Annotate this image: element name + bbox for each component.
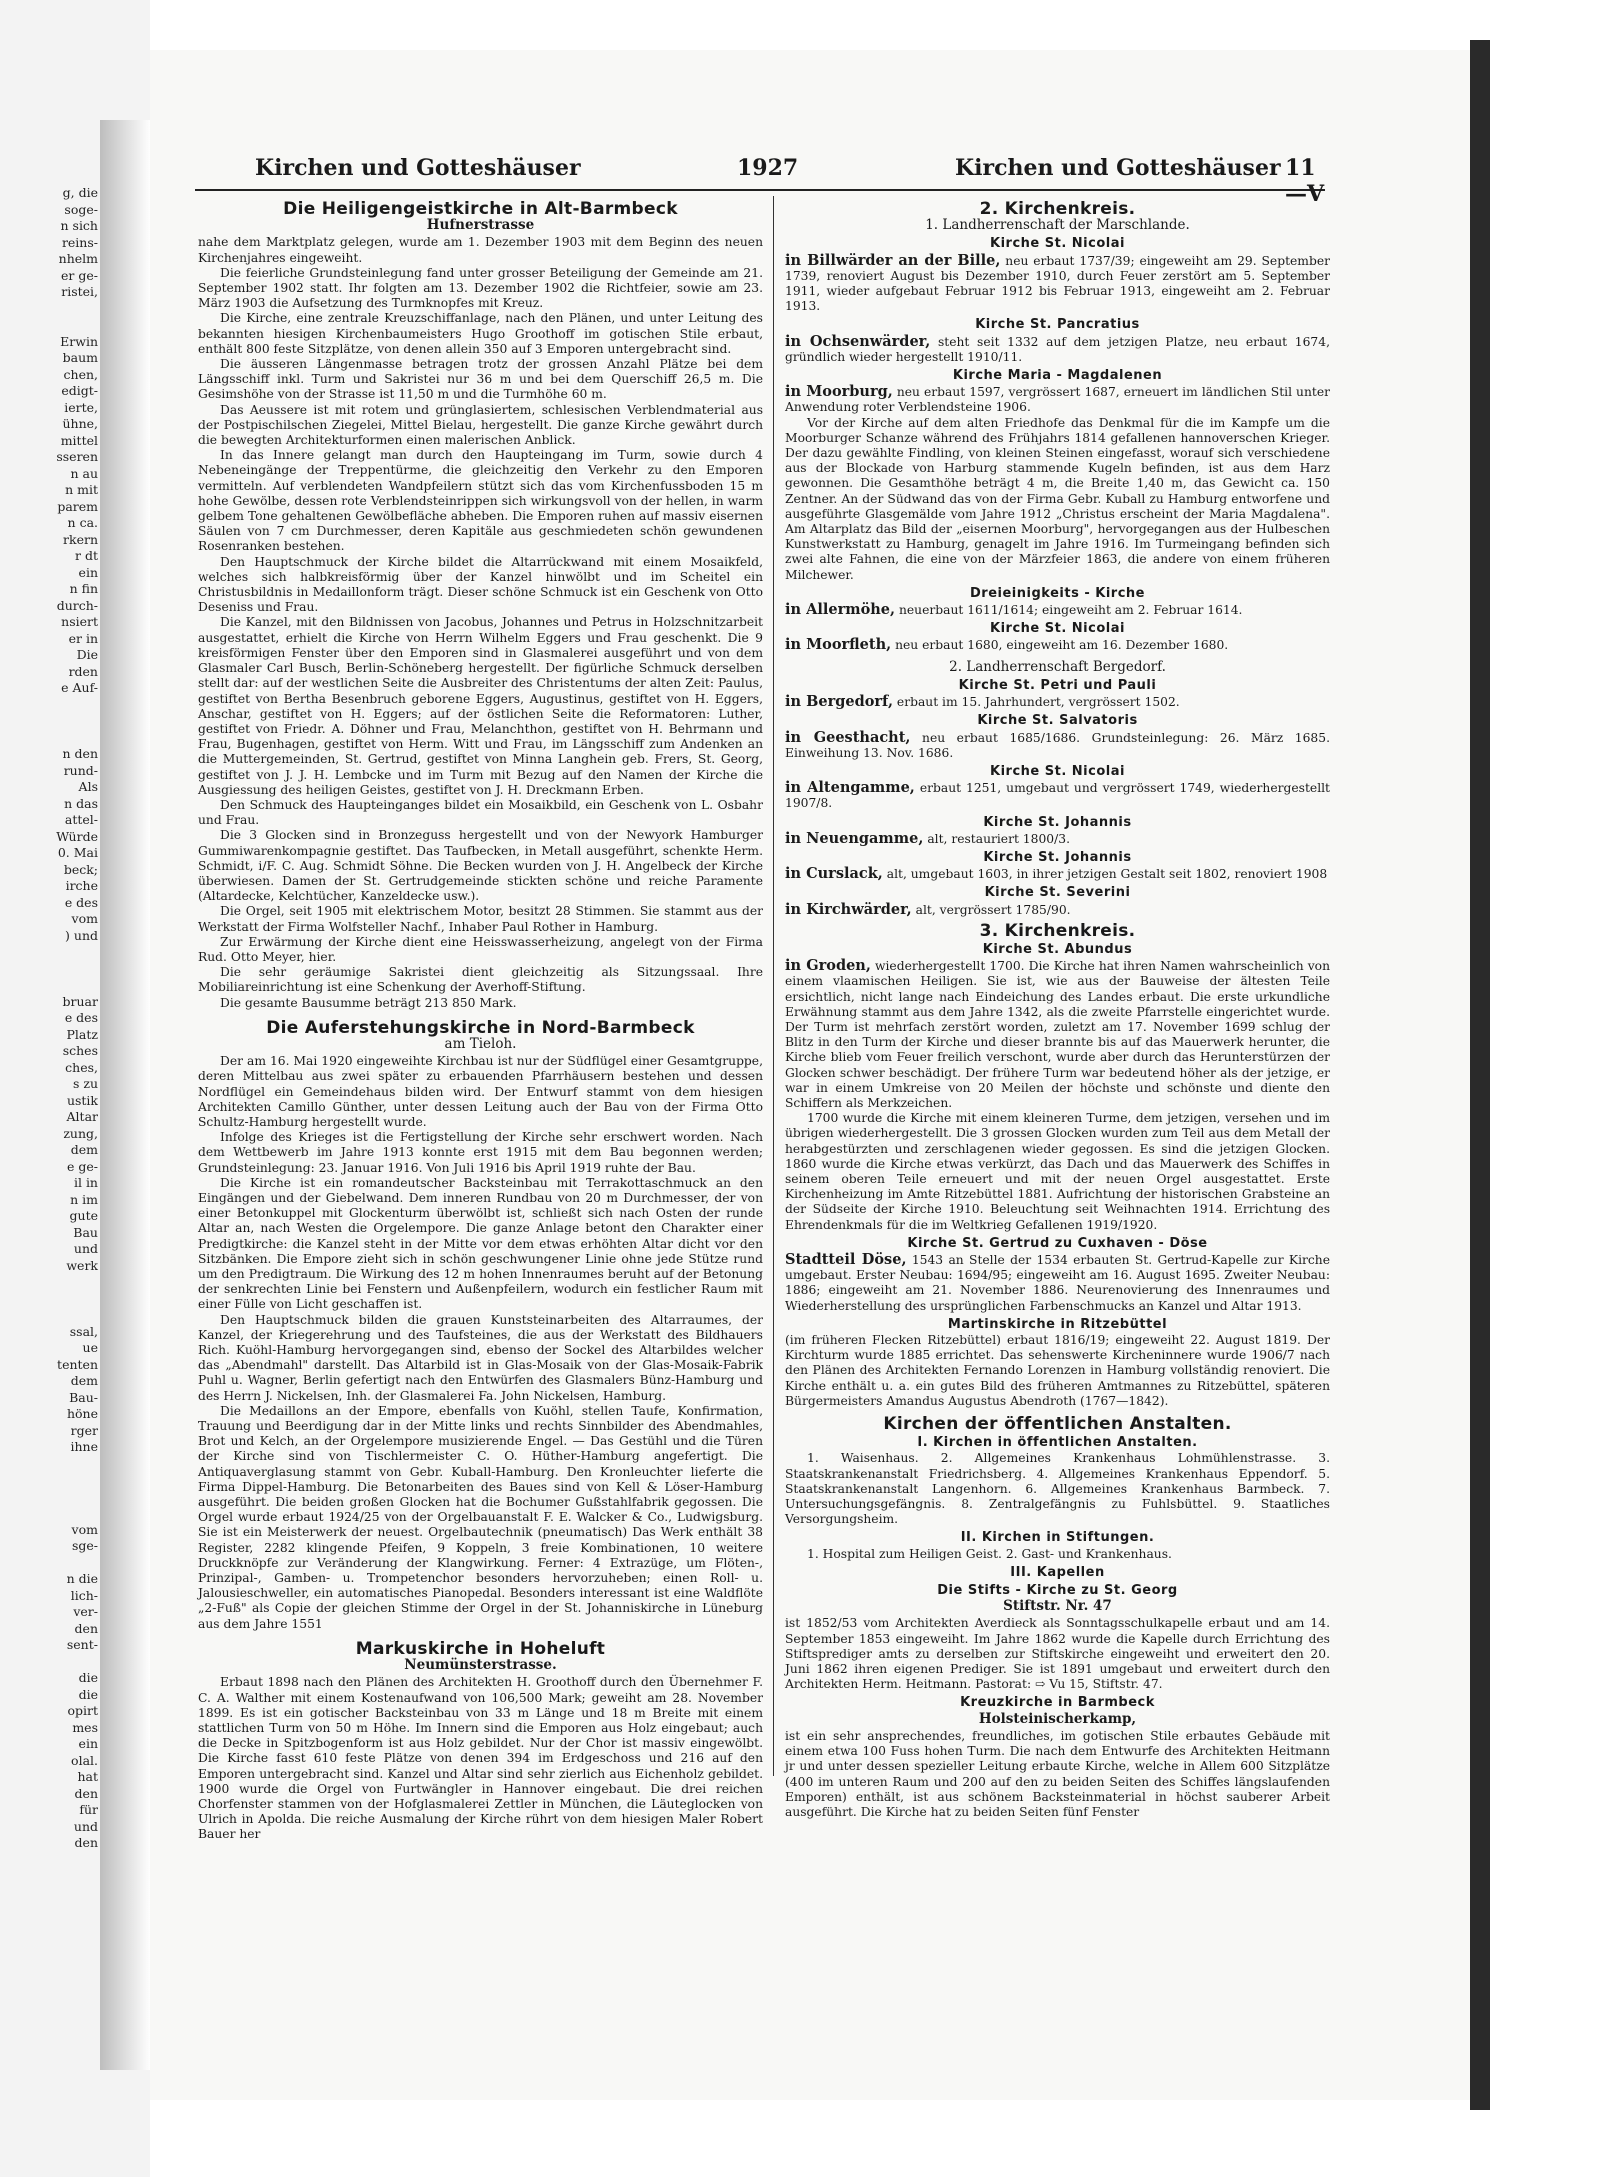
fragment-line: e ge- bbox=[67, 1158, 98, 1174]
church-entry bbox=[785, 958, 1330, 1111]
fragment-line: dem bbox=[70, 1373, 98, 1388]
church-text: erbaut 1251, umgebaut und vergrössert 1749, wiederhergestellt 1907/8. bbox=[785, 781, 1330, 811]
fragment-line: lich- bbox=[70, 1587, 98, 1603]
church-place: in Moorfleth, bbox=[785, 636, 892, 654]
church-name: Kirche St. Abundus bbox=[982, 941, 1133, 957]
fragment-line: 0. Mai bbox=[57, 845, 98, 860]
church-place: in Kirchwärder, bbox=[785, 900, 912, 918]
church-name: Kirche St. Pancratius bbox=[975, 317, 1140, 333]
fragment-line: die bbox=[78, 1686, 98, 1702]
address: Stiftstr. Nr. 47 bbox=[1003, 1598, 1112, 1615]
fragment-line: soge- bbox=[64, 201, 98, 217]
fragment-line: ue bbox=[82, 1340, 98, 1355]
church-name: Kirche St. Nicolai bbox=[990, 236, 1125, 252]
paragraph: Den Schmuck des Haupteinganges bildet ein Mosaikbild, ein Geschenk von L. Osbahr und Frau. bbox=[198, 797, 763, 828]
fragment-line: den bbox=[74, 1620, 98, 1636]
running-header bbox=[195, 155, 1325, 207]
paragraph: Die Kanzel, mit den Bildnissen von Jacobus, Johannes und Petrus in Holzschnitzarbeit ausgestattet, erhielt die Kirche von Herrn Wilhelm Eggers und Frau geschenkt. Die 9 kreisförmigen Fenster über den Emporen sind in Glasmalerei ausgeführt und von dem Glasmaler Carl Busch, Berlin-Schöneberg hergestellt. Der figürliche Schmuck derselben stellt dar: auf der westlichen Seite die Ausbreiter des Christentums der alten Zeit: Paulus, gestiftet von Bertha Besenbruch geborene Eggers, Augustinus, gestiftet von H. Eggers, Anschar, gestiftet von H. Eggers; auf der östlichen Seite die Reformatoren: Luther, gestiftet von Friedr. A. Döhner und Frau, Melanchthon, gestiftet von H. Behrmann und Frau, Bugenhagen, gestiftet von Herm. Witt und Frau, im Längsschiff zum Andenken an die Muttergemeinden, St. Gertrud, gestiftet von Minna Langhein geb. Frers, St. Georg, gestiftet von J. J. H. Lembcke und im Turm mit Bezug auf den Namen der Kirche die Ausgiessung des heiligen Geistes, gestiftet von J. H. Dreckmann Erben. bbox=[198, 615, 763, 797]
church-name: Kirche St. Gertrud zu Cuxhaven - Döse bbox=[907, 1235, 1208, 1251]
fragment-line: Würde bbox=[56, 828, 98, 844]
fragment-line bbox=[0, 944, 100, 961]
church-text: neu erbaut 1597, vergrössert 1687, erneuert im ländlichen Stil unter Anwendung roter Verblendsteine 1906. bbox=[785, 385, 1330, 415]
section-subtitle: am Tieloh. bbox=[444, 1035, 517, 1052]
fragment-line: und bbox=[73, 1818, 98, 1834]
church-entry bbox=[785, 730, 1330, 761]
fragment-line: n im bbox=[70, 1191, 98, 1207]
fragment-line bbox=[0, 1489, 100, 1506]
church-name: Kirche St. Severini bbox=[984, 885, 1131, 901]
column-divider bbox=[773, 196, 774, 1776]
fragment-line: sseren bbox=[56, 449, 98, 464]
fragment-line bbox=[0, 1274, 100, 1291]
church-text: alt, restauriert 1800/3. bbox=[927, 831, 1070, 846]
church-name: Martinskirche in Ritzebüttel bbox=[947, 1316, 1168, 1332]
fragment-line: g, die bbox=[62, 185, 98, 200]
fragment-line: Bau- bbox=[69, 1389, 98, 1405]
fragment-line bbox=[0, 1472, 100, 1489]
fragment-line: vom bbox=[71, 911, 98, 926]
fragment-line: er ge- bbox=[61, 267, 98, 283]
fragment-line bbox=[0, 1555, 100, 1572]
fragment-line: opirt bbox=[67, 1703, 98, 1718]
fragment-line: mittel bbox=[60, 432, 98, 448]
church-place: in Bergedorf, bbox=[785, 693, 893, 711]
landherrenschaft-title: 2. Landherrenschaft Bergedorf. bbox=[949, 658, 1166, 675]
fragment-line bbox=[0, 961, 100, 978]
church-text: erbaut im 15. Jahrhundert, vergrössert 1502. bbox=[896, 695, 1180, 710]
fragment-line: er in bbox=[68, 630, 98, 646]
fragment-line: sge- bbox=[71, 1538, 98, 1553]
church-place: Stadtteil Döse, bbox=[785, 1251, 907, 1268]
fragment-line: rkern bbox=[63, 531, 98, 547]
paragraph: In das Innere gelangt man durch den Haupteingang im Turm, sowie durch 4 Nebeneingänge der Treppentürme, die gleichzeitig den Verkehr zu den Emporen vermitteln. Auf verblendeten Wandpfeilern stützt sich das vom Kirchenfussboden 15 m hohe Gewölbe, dessen rote Verblendsteinrippen sich wirkungsvoll von der hellen, in warm gelbem Tone gehaltenen Gewölbefläche abheben. Die Emporen ruhen auf massiv eisernen Säulen von 7 cm Durchmesser, deren Kapitäle aus geschmiedeten schön gewundenen Rosenranken bestehen. bbox=[198, 448, 763, 554]
fragment-line: ssal, bbox=[69, 1323, 98, 1339]
paragraph: Zur Erwärmung der Kirche dient eine Heisswasserheizung, angelegt von der Firma Rud. Otto Meyer, hier. bbox=[198, 934, 763, 964]
fragment-line: ver- bbox=[73, 1604, 98, 1619]
fragment-line: n fin bbox=[69, 581, 98, 596]
fragment-line: rund- bbox=[63, 762, 98, 778]
fragment-line: Erwin bbox=[60, 333, 98, 349]
paragraph: Die Medaillons an der Empore, ebenfalls von Kuöhl, stellen Taufe, Konfirmation, Trauung und Beerdigung dar in der Mitte links und rechts Sinnbilder des Abendmahles, Brot und Kelch, an der Orgelempore musizierende Engel. — Das Gestühl und die Türen der Kirche sind von Tischlermeister C. O. Hüther-Hamburg angefertigt. Die Antiquaverglasung stammt von Gebr. Kuball-Hamburg. Den Kronleuchter lieferte die Firma Dippel-Hamburg. Die Betonarbeiten des Baues sind von Kell & Löser-Hamburg ausgeführt. Die beiden großen Glocken hat die Bochumer Gußstahlfabrik gegossen. Die Orgel wurde erbaut 1924/25 von der Orgelbauanstalt F. E. Walcker & Co., Ludwigsburg. Sie ist ein Meisterwerk der neuest. Orgelbautechnik (pneumatisch) Das Werk enthält 38 Register, 2282 klingende Pfeifen, 9 Koppeln, 3 freie Kombinationen, 10 weitere Druckknöpfe zur Veränderung der Klangwirkung. Ferner: 4 Extrazüge, um Flöten-, Prinzipal-, Gamben- u. Trompetenchor besonders hervorzuheben; einen Roll- u. Jalousieschweller, ein automatisches Pianopedal. Besonders interessant ist eine Waldflöte „2-Fuß" als Copie der gleichen Stimme der Orgel in der St. Johanniskirche in Lüneburg aus dem Jahre 1551 bbox=[198, 1403, 763, 1631]
church-name: Kirche St. Nicolai bbox=[990, 621, 1125, 637]
header-year: 1927 bbox=[737, 155, 799, 181]
fragment-line: ristei, bbox=[61, 284, 98, 299]
church-text: alt, vergrössert 1785/90. bbox=[915, 902, 1071, 917]
fragment-line: reins- bbox=[61, 234, 98, 250]
church-name: Kirche St. Nicolai bbox=[990, 763, 1125, 779]
section-subtitle: Neumünsterstrasse. bbox=[404, 1657, 557, 1674]
church-text: steht seit 1332 auf dem jetzigen Platze, neu erbaut 1674, gründlich wieder hergestellt 1910/11. bbox=[785, 334, 1330, 364]
fragment-line: Als bbox=[78, 779, 98, 794]
right-column bbox=[785, 200, 1330, 1820]
church-text: wiederhergestellt 1700. Die Kirche hat ihren Namen wahrscheinlich von einem vlaamischen Heiligen. Sie ist, wie aus der Bauweise der ältesten Teile ersichtlich, nicht lange nach Eindeichung des Landes erbaut. Die erste urkundliche Erwähnung stammt aus dem Jahre 1342, als die zweite Pfarrstelle eingerichtet wurde. Der Turm ist mehrfach zerstört worden, zuletzt am 17. November 1699 schlug der Blitz in den Turm der Kirche und dieser brannte bis auf das Mauerwerk herunter, die Kirche blieb vom Feuer freilich verschont, wurde aber durch das Herunterstürzen der Glocken schwer beschädigt. Der frühere Turm war bedeutend höher als der jetzige, er war in einem Umkreise von 20 Meilen der höchste und schönste und diente den Schiffern als Merkzeichen. bbox=[785, 959, 1330, 1110]
fragment-line bbox=[0, 697, 100, 714]
fragment-line: Platz bbox=[66, 1026, 98, 1042]
fragment-line bbox=[0, 1456, 100, 1473]
subsection-title: II. Kirchen in Stiftungen. bbox=[960, 1530, 1155, 1546]
fragment-line: r dt bbox=[75, 548, 98, 563]
church-place: in Ochsenwärder, bbox=[785, 332, 931, 350]
page-edge bbox=[1470, 40, 1490, 2110]
paragraph: Die äusseren Längenmasse betragen trotz der grossen Anzahl Plätze bei dem Längsschiff inkl. Turm und Sakristei nur 36 m und bei dem Querschiff 26,5 m. Die Gesimshöhe von der Strasse ist 11,50 m und die Turmhöhe 60 m. bbox=[198, 357, 763, 402]
public-institutions-title: Kirchen der öffentlichen Anstalten. bbox=[883, 1414, 1232, 1435]
fragment-line bbox=[0, 1654, 100, 1671]
fragment-line: beck; bbox=[63, 861, 98, 877]
gutter-shadow bbox=[100, 120, 150, 2070]
fragment-line: rden bbox=[68, 663, 98, 679]
fragment-line: die bbox=[78, 1670, 98, 1685]
section-title: Die Auferstehungskirche in Nord-Barmbeck bbox=[266, 1017, 695, 1038]
church-text: alt, umgebaut 1603, in ihrer jetzigen Gestalt seit 1802, renoviert 1908 bbox=[886, 867, 1328, 882]
church-entry bbox=[785, 694, 1330, 710]
church-entry bbox=[785, 1252, 1330, 1314]
fragment-line: n au bbox=[70, 465, 98, 481]
paragraph: ist ein sehr ansprechendes, freundliches, im gotischen Stile erbautes Gebäude mit einem etwa 100 Fuss hohen Turm. Die nach dem Entwurfe des Architekten Heitmann jr und unter dessen spezieller Leitung erbaute Kirche, welche in Allem 600 Sitzplätze (400 im unteren Raum und 200 auf den zu beiden Seiten des Schiffes längslaufenden Emporen) enthält, ist aus schönem Backsteinmaterial in höchst sauberer Arbeit ausgeführt. Die Kirche hat zu beiden Seiten fünf Fenster bbox=[785, 1728, 1330, 1819]
district-title: 2. Kirchenkreis. bbox=[979, 199, 1136, 219]
fragment-line: n ca. bbox=[67, 515, 98, 530]
paragraph: ist 1852/53 vom Architekten Averdieck als Sonntagsschulkapelle erbaut und am 14. September 1853 eingeweiht. Im Jahre 1862 wurde die Kapelle durch Errichtung des Stiftsprediger amts zu derselben zur Stiftskirche eingeweiht und erweitert den 20. Juni 1862 ihren eigenen Prediger. Sie ist 1891 umgebaut und erweitert durch den Architekten Herm. Heitmann. Pastorat: ⇨ Vu 15, Stiftstr. 47. bbox=[785, 1616, 1330, 1692]
fragment-line: nhelm bbox=[58, 251, 98, 266]
fragment-line: Die bbox=[76, 647, 98, 662]
paragraph: (im früheren Flecken Ritzebüttel) erbaut 1816/19; eingeweiht 22. August 1819. Der Kirchturm wurde 1885 errichtet. Das sehenswerte Kircheninnere wurde 1906/7 nach den Plänen des Architekten Fernando Lorenzen in Hamburg vollständig renoviert. Die Kirche enthält u. a. ein gutes Bild des früheren Amtmannes zu Ritzebüttel, späteren Bürgermeisters Amandus Augustus Abendroth (1767—1842). bbox=[785, 1333, 1330, 1408]
fragment-line bbox=[0, 1307, 100, 1324]
fragment-line: n den bbox=[62, 746, 98, 761]
church-text: neu erbaut 1685/1686. Grundsteinlegung: 26. März 1685. Einweihung 13. Nov. 1686. bbox=[785, 730, 1330, 760]
fragment-line: dem bbox=[70, 1142, 98, 1157]
fragment-line: n sich bbox=[60, 218, 98, 233]
fragment-line bbox=[0, 977, 100, 994]
church-entry bbox=[785, 602, 1330, 618]
fragment-line: ein bbox=[78, 1736, 98, 1751]
fragment-line: hat bbox=[77, 1769, 98, 1784]
fragment-line bbox=[0, 713, 100, 730]
fragment-line: bruar bbox=[62, 993, 98, 1009]
church-name: Die Stifts - Kirche zu St. Georg bbox=[937, 1583, 1178, 1599]
church-place: in Curslack, bbox=[785, 865, 883, 883]
fragment-line: il in bbox=[73, 1175, 98, 1190]
left-column bbox=[198, 200, 763, 1843]
fragment-line: werk bbox=[66, 1257, 98, 1273]
church-place: in Groden, bbox=[785, 957, 871, 975]
fragment-line: attel- bbox=[64, 812, 98, 827]
church-place: in Billwärder an der Bille, bbox=[785, 251, 1001, 269]
fragment-line: chen, bbox=[63, 366, 98, 382]
subsection-title: I. Kirchen in öffentlichen Anstalten. bbox=[917, 1435, 1198, 1451]
fragment-line: baum bbox=[62, 350, 98, 365]
paragraph: Den Hauptschmuck bilden die grauen Kunststeinarbeiten des Altarraumes, der Kanzel, der Kriegerehrung und des Taufsteines, die aus der Werkstatt des Bildhauers Rich. Kuöhl-Hamburg hervorgegangen sind, ebenso der Sockel des Altarbildes welcher das „Abendmahl" darstellt. Das Altarbild ist in Glas-Mosaik von der Glas-Mosaik-Fabrik Puhl u. Wagner, Berlin gefertigt nach den Entwürfen des Glasmalers Bünz-Hamburg und des Herrn J. Nickelsen, Inh. der Glasmalerei Fa. John Nickelsen, Hamburg. bbox=[198, 1312, 763, 1403]
fragment-line: ) und bbox=[65, 927, 98, 943]
paragraph: Die feierliche Grundsteinlegung fand unter grosser Beteiligung der Gemeinde am 21. September 1902 statt. Ihr folgten am 13. Dezember 1902 die Richtfeier, sowie am 23. März 1903 die Aufsetzung des Turmknopfes mit Kreuz. bbox=[198, 265, 763, 311]
church-name: Kirche St. Salvatoris bbox=[977, 713, 1138, 729]
fragment-line: irche bbox=[65, 878, 98, 893]
church-entry bbox=[785, 902, 1330, 918]
paragraph: 1. Waisenhaus. 2. Allgemeines Krankenhaus Lohmühlenstrasse. 3. Staatskrankenanstalt Friedrichsberg. 4. Allgemeines Krankenhaus Eppendorf. 5. Staatskrankenanstalt Langenhorn. 6. Allgemeines Krankenhaus Barmbeck. 7. Untersuchungsgefängnis. 8. Zentralgefängnis zu Fuhlsbüttel. 9. Staatliches Versorgungsheim. bbox=[785, 1451, 1330, 1527]
church-name: Kirche St. Petri und Pauli bbox=[958, 677, 1157, 693]
paragraph: 1700 wurde die Kirche mit einem kleineren Turme, dem jetzigen, versehen und im übrigen wiederhergestellt. Die 3 grossen Glocken wurden zum Teil aus dem Metall der herabgestürzten und zerschlagenen wieder gegossen. Es sind die jetzigen Glocken. 1860 wurde die Kirche etwas verkürzt, das Dach und das Mauerwerk des Schiffes in seinem oberen Teile erneuert und mit der neuen Orgel ausgestattet. Erste Kirchenheizung im Amte Ritzebüttel 1881. Aufrichtung der historischen Grabsteine an der Südseite der Kirche 1910. Beleuchtung seit Weihnachten 1914. Errichtung des Ehrendenkmals für die im Weltkrieg Gefallenen 1919/1920. bbox=[785, 1111, 1330, 1232]
fragment-line: nsiert bbox=[61, 614, 98, 629]
paragraph: Vor der Kirche auf dem alten Friedhofe das Denkmal für die im Kampfe um die Moorburger Schanze während des Frühjahrs 1814 gefallenen hannoverschen Krieger. Der dazu gewählte Findling, von kleinen Steinen eingefasst, worauf sich verschiedene aus der Blockade von Harburg stammende Kugeln befinden, ist aus dem Harz gewonnen. Die Gesamthöhe beträgt 4 m, die Breite 1,40 m, das Gewicht ca. 150 Zentner. An der Südwand das von der Firma Gebr. Kuball zu Hamburg entworfene und ausgeführte Glasgemälde vom Jahre 1912 „Christus erscheint der Maria Magdalena". Am Altarplatz das Bild der „eisernen Moorburg", hervorgegangen aus der Hulbeschen Kunstwerkstatt zu Hamburg, genagelt im Jahre 1916. Im Turmeingang befinden sich zwei alte Fahnen, die eine von der Märzfeier 1863, die andere von einem früheren Milchewer. bbox=[785, 415, 1330, 582]
fragment-line: den bbox=[74, 1785, 98, 1801]
fragment-line: für bbox=[79, 1802, 98, 1817]
fragment-line: rger bbox=[70, 1422, 98, 1438]
fragment-line: n das bbox=[64, 795, 98, 811]
church-place: in Neuengamme, bbox=[785, 829, 924, 847]
church-place: in Altengamme, bbox=[785, 779, 915, 797]
paragraph: 1. Hospital zum Heiligen Geist. 2. Gast- und Krankenhaus. bbox=[807, 1546, 1172, 1561]
left-page-fragment bbox=[0, 185, 100, 1852]
fragment-line: e des bbox=[64, 894, 98, 910]
fragment-line: ühne, bbox=[62, 416, 98, 431]
church-text: neu erbaut 1680, eingeweiht am 16. Dezember 1680. bbox=[895, 638, 1229, 653]
fragment-line: höne bbox=[66, 1406, 98, 1421]
church-entry bbox=[785, 334, 1330, 365]
paragraph: Erbaut 1898 nach den Plänen des Architekten H. Groothoff durch den Übernehmer F. C. A. Walther mit einem Kostenaufwand von 106,500 Mark; geweiht am 28. November 1899. Es ist ein gotischer Backsteinbau von 33 m Länge und 18 m Breite mit einem stattlichen Turm von 50 m Höhe. Im Innern sind die Emporen aus Holz eingebaut; auch die Decke in Spitzbogenform ist aus Holz gebildet. Nur der Chor ist massiv eingewölbt. Die Kirche fasst 610 feste Plätze von denen 394 im Erdgeschoss und 216 auf den Emporen untergebracht sind. Kanzel und Altar sind sehr zierlich aus Eichenholz gebildet. 1900 wurde die Orgel von Furtwängler in Hannover eingebaut. Die drei reichen Chorfenster stammen von der Hofglasmalerei Zettler in München, die Läuteglocken von Ulrich in Apolda. Die reiche Ausmalung der Kirche rührt von dem hiesigen Maler Robert Bauer her bbox=[198, 1675, 763, 1842]
church-entry bbox=[785, 384, 1330, 415]
fragment-line: n die bbox=[66, 1571, 98, 1586]
church-place: in Geesthacht, bbox=[785, 728, 911, 746]
fragment-line bbox=[0, 1291, 100, 1308]
church-place: in Allermöhe, bbox=[785, 601, 896, 619]
paragraph: Die gesamte Bausumme beträgt 213 850 Mark. bbox=[220, 995, 517, 1010]
paragraph: Die Kirche, eine zentrale Kreuzschiffanlage, nach den Plänen, und unter Leitung des bekannten hiesigen Kirchenbaumeisters Hugo Groothoff im gotischen Stile erbaut, enthält 800 feste Sitzplätze, von denen allein 350 auf 3 Emporen untergebracht sind. bbox=[198, 311, 763, 356]
fragment-line: s zu bbox=[72, 1076, 98, 1091]
section-title: Die Heiligengeistkirche in Alt-Barmbeck bbox=[283, 199, 678, 219]
fragment-line: vom bbox=[71, 1521, 98, 1537]
district-title: 3. Kirchenkreis. bbox=[979, 920, 1136, 941]
fragment-line bbox=[0, 301, 100, 318]
church-name: Kirche St. Johannis bbox=[983, 849, 1132, 865]
fragment-line: Altar bbox=[66, 1109, 98, 1124]
paragraph: Die Kirche ist ein romandeutscher Backsteinbau mit Terrakottaschmuck an den Eingängen und der Giebelwand. Dem inneren Rundbau von 20 m Durchmesser, der von einer Betonkuppel mit Glockenturm überwölbt ist, schließt sich nach Osten der runde Altar an, nach Westen die Orgelempore. Die ganze Anlage betont den Charakter einer Predigtkirche: die Kanzel steht in der Mitte vor dem etwas erhöhten Altar dicht vor den Sitzbänken. Die Empore zieht sich in schön geschwungener Linie ohne jede Stütze rund um den Predigtraum. Die Wirkung des 12 m hohen Innenraumes beruht auf der Betonung der senkrechten Linie bei Fenstern und Außenpfeilern, wodurch ein festlicher Raum mit einer Fülle von Licht geschaffen ist. bbox=[198, 1175, 763, 1312]
fragment-line: ihne bbox=[70, 1439, 98, 1454]
fragment-line: Bau bbox=[73, 1224, 98, 1240]
church-entry bbox=[785, 866, 1330, 882]
fragment-line: ches, bbox=[65, 1059, 98, 1075]
paragraph: Die sehr geräumige Sakristei dient gleichzeitig als Sitzungssaal. Ihre Mobiliareinrichtung ist eine Schenkung der Averhoff-Stiftung. bbox=[198, 965, 763, 995]
paragraph: Die 3 Glocken sind in Bronzeguss hergestellt und von der Newyork Hamburger Gummiwarenkompagnie gestiftet. Das Taufbecken, in Metall ausgeführt, schenkte Herm. Schmidt, i/F. C. Aug. Schmidt Söhne. Die Becken wurden von J. H. Angelbeck der Kirche überwiesen. Damen der St. Gertrudgemeinde stickten schöne und reiche Paramente (Altardecke, Kelchtücher, Kanzeldecke usw.). bbox=[198, 828, 763, 904]
fragment-line: und bbox=[73, 1241, 98, 1256]
landherrenschaft-title: 1. Landherrenschaft der Marschlande. bbox=[925, 217, 1190, 234]
church-entry bbox=[785, 637, 1330, 653]
fragment-line: mes bbox=[72, 1719, 98, 1735]
header-left-title: Kirchen und Gotteshäuser bbox=[255, 155, 581, 181]
fragment-line: e des bbox=[64, 1010, 98, 1025]
paragraph: Der am 16. Mai 1920 eingeweihte Kirchbau ist nur der Südflügel einer Gesamtgruppe, deren Mittelbau aus zwei später zu erbauenden Pfarrhäusern bestehen und dessen Nordflügel ein Gemeindehaus bilden wird. Der Entwurf stammt von dem hiesigen Architekten Camillo Günther, unter dessen Leitung auch der Bau von der Firma Otto Schultz-Hamburg hergestellt wurde. bbox=[198, 1054, 763, 1129]
fragment-line: ierte, bbox=[64, 399, 98, 415]
church-text: 1543 an Stelle der 1534 erbauten St. Gertrud-Kapelle zur Kirche umgebaut. Erster Neubau: 1694/95; eingeweiht am 16. August 1695. Zweiter Neubau: 1886; eingeweiht am 21. November 1886. Neurenovierung des Innenraumes und Wiederherstellung des ursprünglichen Farbenschmucks an Kanzel und Altar 1913. bbox=[785, 1253, 1330, 1313]
fragment-line: edigt- bbox=[61, 383, 98, 398]
fragment-line bbox=[0, 730, 100, 747]
header-page-number: 11—V bbox=[1285, 155, 1325, 207]
fragment-line: ein bbox=[78, 564, 98, 580]
fragment-line: gute bbox=[69, 1208, 98, 1223]
fragment-line bbox=[0, 1505, 100, 1522]
paragraph: Den Hauptschmuck der Kirche bildet die Altarrückwand mit einem Mosaikfeld, welches sich halbkreisförmig über der Kanzel hinwölbt und im Scheitel ein Christusbildnis in Medaillonform trägt. Dieser schöne Schmuck ist ein Geschenk von Otto Deseniss und Frau. bbox=[198, 554, 763, 615]
fragment-line: den bbox=[74, 1835, 98, 1850]
fragment-line: tenten bbox=[57, 1356, 98, 1372]
fragment-line: durch- bbox=[56, 597, 98, 613]
paragraph: nahe dem Marktplatz gelegen, wurde am 1. Dezember 1903 mit dem Beginn des neuen Kirchenjahres eingeweiht. bbox=[198, 235, 763, 265]
church-name: Kreuzkirche in Barmbeck bbox=[960, 1695, 1155, 1711]
church-text: neu erbaut 1737/39; eingeweiht am 29. September 1739, renoviert August bis Dezember 1910, durch Feuer zerstört am 5. September 1911, wieder aufgebaut Februar 1912 bis Februar 1913, eingeweiht am 2. Februar 1913. bbox=[785, 253, 1330, 314]
fragment-line: zung, bbox=[63, 1125, 98, 1141]
section-subtitle: Hufnerstrasse bbox=[426, 217, 535, 234]
church-entry bbox=[785, 253, 1330, 315]
paragraph: Das Aeussere ist mit rotem und grünglasiertem, schlesischen Verblendmaterial aus der Postpischilschen Ziegelei, Mittel Bielau, hergestellt. Die ganze Kirche gewährt durch die bewegten Architekturformen einen malerischen Anblick. bbox=[198, 402, 763, 448]
church-entry bbox=[785, 831, 1330, 847]
paragraph: Die Orgel, seit 1905 mit elektrischem Motor, besitzt 28 Stimmen. Sie stammt aus der Werkstatt der Firma Wolfsteller Nachf., Inhaber Paul Rother in Hamburg. bbox=[198, 904, 763, 934]
fragment-line: e Auf- bbox=[61, 680, 98, 695]
church-entry bbox=[785, 780, 1330, 811]
church-text: neuerbaut 1611/1614; eingeweiht am 2. Februar 1614. bbox=[898, 603, 1243, 618]
fragment-line: n mit bbox=[65, 482, 98, 497]
fragment-line: parem bbox=[57, 498, 98, 514]
church-name: Dreieinigkeits - Kirche bbox=[970, 585, 1145, 601]
fragment-line: olal. bbox=[71, 1752, 98, 1768]
church-name: Kirche Maria - Magdalenen bbox=[952, 368, 1163, 384]
fragment-line: ustik bbox=[66, 1092, 98, 1108]
section-title: Markuskirche in Hoheluft bbox=[355, 1638, 606, 1659]
church-place: in Moorburg, bbox=[785, 383, 893, 401]
paragraph: Infolge des Krieges ist die Fertigstellung der Kirche sehr erschwert worden. Nach dem Wettbewerb im Jahre 1913 konnte erst 1915 mit dem Bau begonnen werden; Grundsteinlegung: 23. Januar 1916. Von Juli 1916 bis April 1919 ruhte der Bau. bbox=[198, 1130, 763, 1175]
address: Holsteinischerkamp, bbox=[978, 1710, 1137, 1727]
subsection-title: III. Kapellen bbox=[1010, 1564, 1105, 1580]
church-name: Kirche St. Johannis bbox=[983, 814, 1132, 830]
fragment-line: sent- bbox=[66, 1637, 98, 1652]
fragment-line: sches bbox=[62, 1043, 98, 1058]
fragment-line bbox=[0, 317, 100, 334]
header-right-title: Kirchen und Gotteshäuser bbox=[955, 155, 1281, 181]
